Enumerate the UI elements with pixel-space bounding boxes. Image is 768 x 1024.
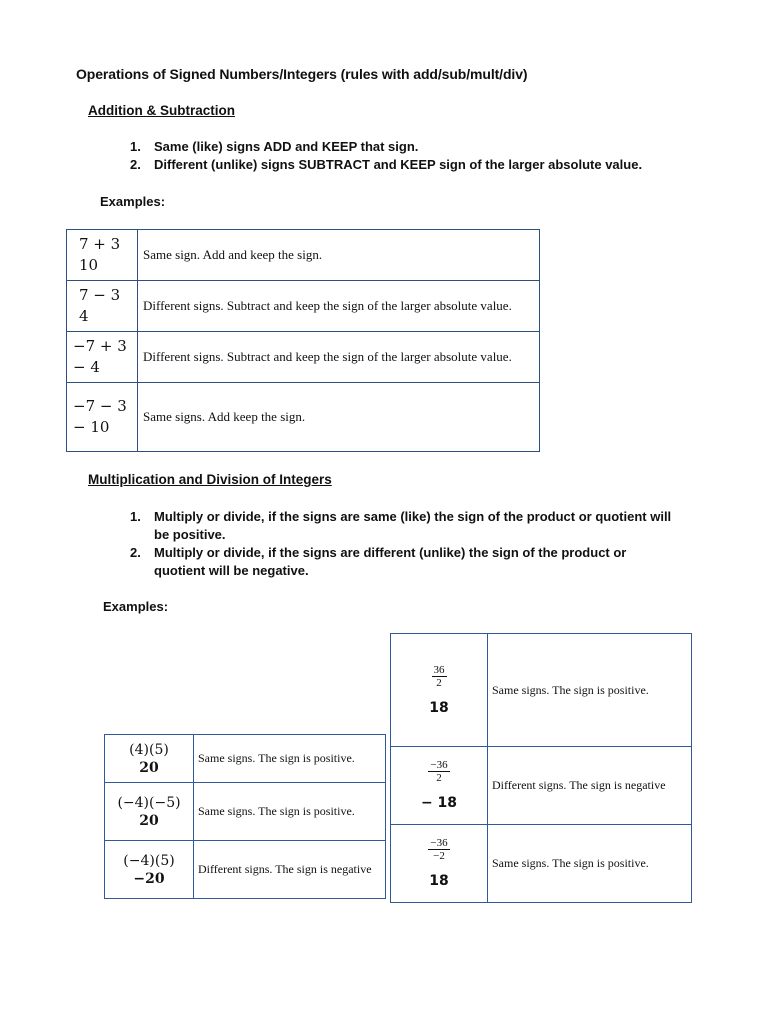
page-title: Operations of Signed Numbers/Integers (rules with add/sub/mult/div): [76, 66, 528, 82]
example-expression: −7 − 3 − 10: [67, 383, 138, 452]
example-description: Different signs. Subtract and keep the sign of the larger absolute value.: [138, 281, 540, 332]
multiplication-rule-2: 2. Multiply or divide, if the signs are different (unlike) the sign of the product or quotient will be negative.: [130, 545, 627, 578]
addition-examples-table: [66, 229, 540, 452]
multiplication-rule-1: 1. Multiply or divide, if the signs are same (like) the sign of the product or quotient will be positive.: [130, 509, 672, 542]
example-expression: $\frac{-36}{-2}$ 18: [391, 825, 488, 903]
addition-rules-list: [130, 138, 730, 174]
addition-rule-2: 2. Different (unlike) signs SUBTRACT and KEEP sign of the larger absolute value.: [130, 157, 643, 172]
example-description: Different signs. The sign is negative: [194, 841, 386, 899]
example-expression: (−4)(−5) 20: [105, 783, 194, 841]
example-description: Same signs. The sign is positive.: [488, 825, 692, 903]
example-description: Different signs. The sign is negative: [488, 747, 692, 825]
fraction: $\frac{36}{2}$: [433, 663, 445, 689]
multiplication-division-heading: Multiplication and Division of Integers: [88, 472, 332, 487]
table-row: [67, 230, 540, 281]
table-row: [391, 825, 692, 903]
example-expression: $\frac{36}{2}$ 18: [391, 634, 488, 747]
table-row: [391, 747, 692, 825]
example-expression: 7 − 3 4: [67, 281, 138, 332]
addition-subtraction-heading: Addition & Subtraction: [88, 103, 235, 118]
table-row: [391, 634, 692, 747]
addition-examples-label: Examples:: [100, 194, 166, 209]
example-description: Same sign. Add and keep the sign.: [138, 230, 540, 281]
table-row: [67, 383, 540, 452]
table-row: [67, 332, 540, 383]
fraction: $\frac{-36}{-2}$: [430, 837, 448, 862]
example-expression: $\frac{-36}{2}$ − 18: [391, 747, 488, 825]
example-expression: 7 + 3 10: [67, 230, 138, 281]
table-row: [105, 783, 386, 841]
fraction: $\frac{-36}{2}$: [430, 759, 448, 784]
example-description: Same signs. Add keep the sign.: [138, 383, 540, 452]
example-expression: (4)(5) 20: [105, 735, 194, 783]
division-examples-table: [390, 633, 692, 903]
example-description: Same signs. The sign is positive.: [194, 783, 386, 841]
table-row: [105, 735, 386, 783]
multiplication-examples-table: [104, 734, 386, 899]
example-description: Same signs. The sign is positive.: [194, 735, 386, 783]
table-row: [67, 281, 540, 332]
example-expression: (−4)(5) −20: [105, 841, 194, 899]
addition-rule-1: 1. Same (like) signs ADD and KEEP that sign.: [130, 139, 419, 154]
multiplication-rules-list: [130, 508, 730, 580]
example-expression: −7 + 3 − 4: [67, 332, 138, 383]
table-row: [105, 841, 386, 899]
example-description: Different signs. Subtract and keep the sign of the larger absolute value.: [138, 332, 540, 383]
multiplication-examples-label: Examples:: [103, 599, 169, 614]
example-description: Same signs. The sign is positive.: [488, 634, 692, 747]
